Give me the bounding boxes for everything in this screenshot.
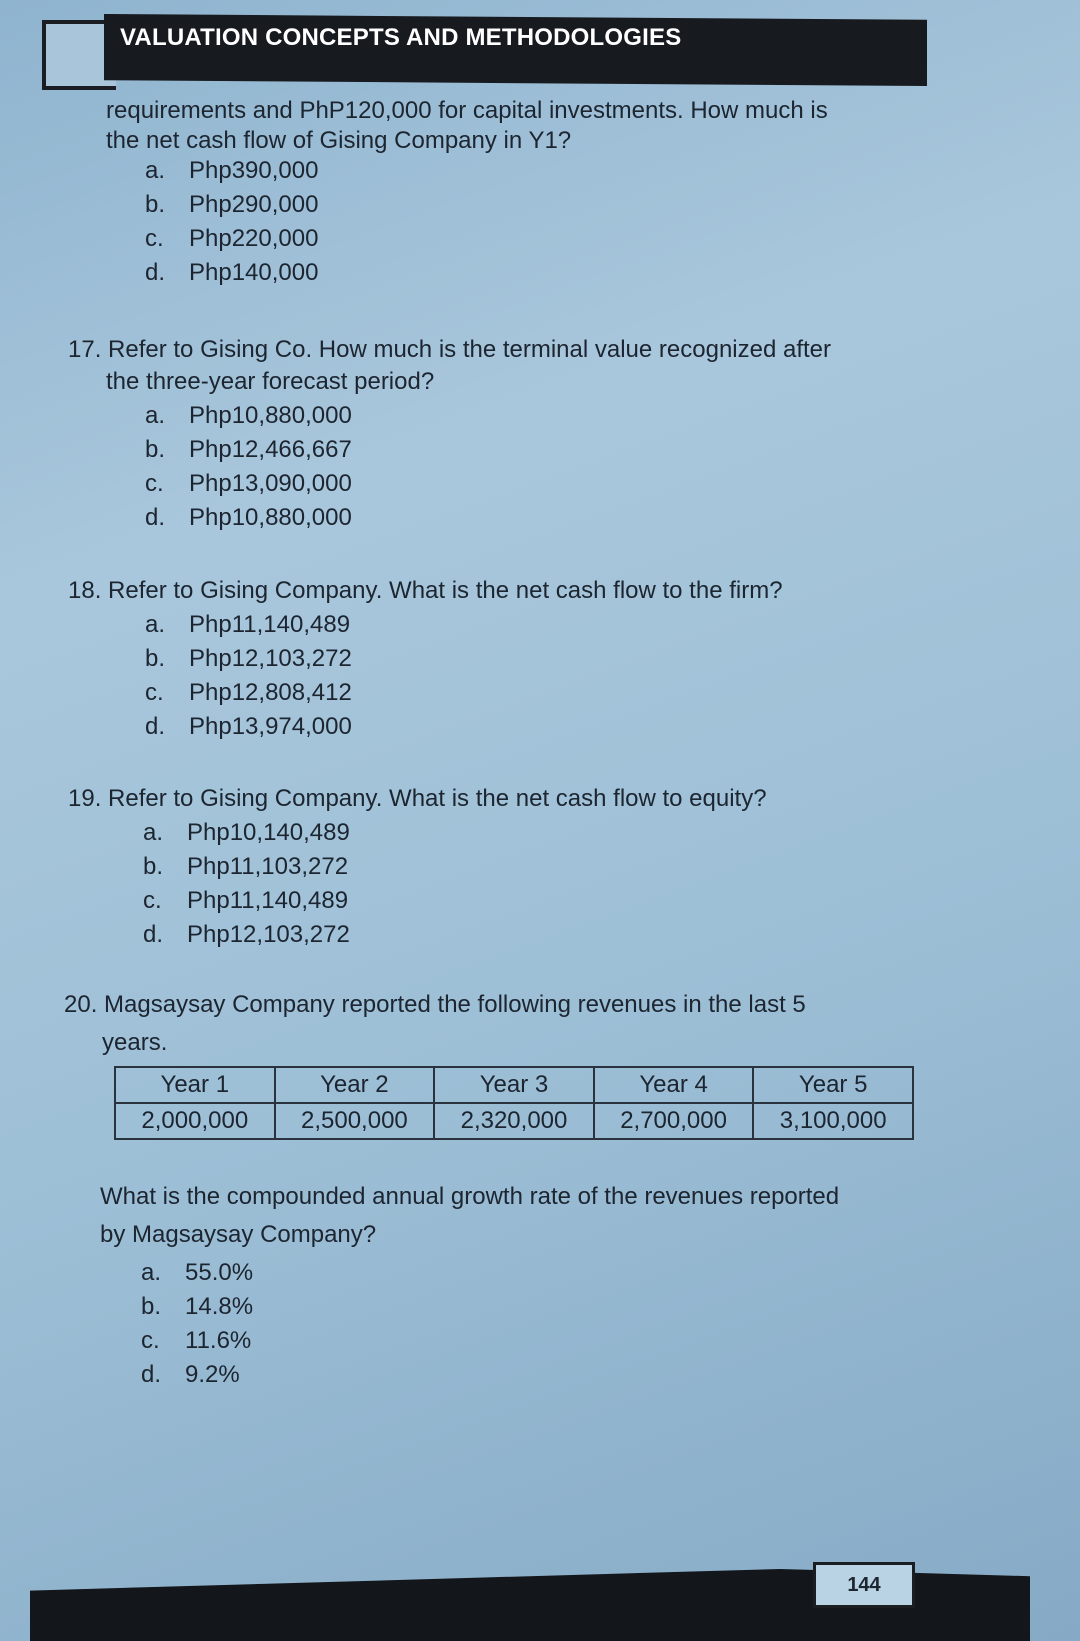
q17-option-b[interactable]: b. Php12,466,667 bbox=[145, 436, 352, 463]
table-cell: 3,100,000 bbox=[753, 1103, 913, 1139]
table-cell: 2,500,000 bbox=[275, 1103, 435, 1139]
q18-option-a[interactable]: a. Php11,140,489 bbox=[145, 611, 351, 638]
q19-option-c[interactable]: c. Php11,140,489 bbox=[143, 887, 349, 914]
table-row bbox=[115, 1103, 913, 1139]
table-header-cell: Year 3 bbox=[434, 1067, 594, 1103]
revenue-table bbox=[114, 1066, 914, 1140]
q19-option-b[interactable]: b. Php11,103,272 bbox=[143, 853, 349, 880]
table-cell: 2,320,000 bbox=[434, 1103, 594, 1139]
q16-line-2: the net cash flow of Gising Company in Y1? bbox=[106, 127, 572, 154]
q17-option-a[interactable]: a. Php10,880,000 bbox=[145, 402, 352, 429]
q18-line-1: 18. Refer to Gising Company. What is the net cash flow to the firm? bbox=[68, 577, 783, 604]
table-header-cell: Year 5 bbox=[753, 1067, 913, 1103]
table-header-row bbox=[115, 1067, 913, 1103]
q16-option-c[interactable]: c. Php220,000 bbox=[145, 225, 319, 252]
q18-option-c[interactable]: c. Php12,808,412 bbox=[145, 679, 352, 706]
q18-option-b[interactable]: b. Php12,103,272 bbox=[145, 645, 352, 672]
table-header-cell: Year 4 bbox=[594, 1067, 754, 1103]
q19-line-1: 19. Refer to Gising Company. What is the net cash flow to equity? bbox=[68, 785, 767, 812]
q20-option-a[interactable]: a. 55.0% bbox=[141, 1259, 254, 1286]
q17-option-c[interactable]: c. Php13,090,000 bbox=[145, 470, 352, 497]
q20-line-2: years. bbox=[102, 1029, 168, 1056]
page-number: 144 bbox=[813, 1562, 915, 1608]
q19-option-a[interactable]: a. Php10,140,489 bbox=[143, 819, 350, 846]
q17-option-d[interactable]: d. Php10,880,000 bbox=[145, 504, 352, 531]
table-header-cell: Year 2 bbox=[275, 1067, 435, 1103]
q16-option-a[interactable]: a. Php390,000 bbox=[145, 157, 319, 184]
header-bar bbox=[42, 14, 927, 90]
table-cell: 2,000,000 bbox=[115, 1103, 275, 1139]
table-header-cell: Year 1 bbox=[115, 1067, 275, 1103]
page-title: VALUATION CONCEPTS AND METHODOLOGIES bbox=[120, 24, 682, 51]
q20-option-d[interactable]: d. 9.2% bbox=[141, 1361, 240, 1388]
q17-line-1: 17. Refer to Gising Co. How much is the terminal value recognized after bbox=[68, 336, 832, 363]
q20-option-c[interactable]: c. 11.6% bbox=[141, 1327, 252, 1354]
q16-option-b[interactable]: b. Php290,000 bbox=[145, 191, 319, 218]
q20-option-b[interactable]: b. 14.8% bbox=[141, 1293, 254, 1320]
q16-line-1: requirements and PhP120,000 for capital investments. How much is bbox=[106, 97, 828, 124]
q20-follow-line-1: What is the compounded annual growth rate of the revenues reported bbox=[100, 1183, 840, 1210]
q20-follow-line-2: by Magsaysay Company? bbox=[100, 1221, 377, 1248]
q19-option-d[interactable]: d. Php12,103,272 bbox=[143, 921, 350, 948]
table-cell: 2,700,000 bbox=[594, 1103, 754, 1139]
q20-line-1: 20. Magsaysay Company reported the following revenues in the last 5 bbox=[64, 991, 806, 1018]
q18-option-d[interactable]: d. Php13,974,000 bbox=[145, 713, 352, 740]
q17-line-2: the three-year forecast period? bbox=[106, 368, 435, 395]
q16-option-d[interactable]: d. Php140,000 bbox=[145, 259, 319, 286]
